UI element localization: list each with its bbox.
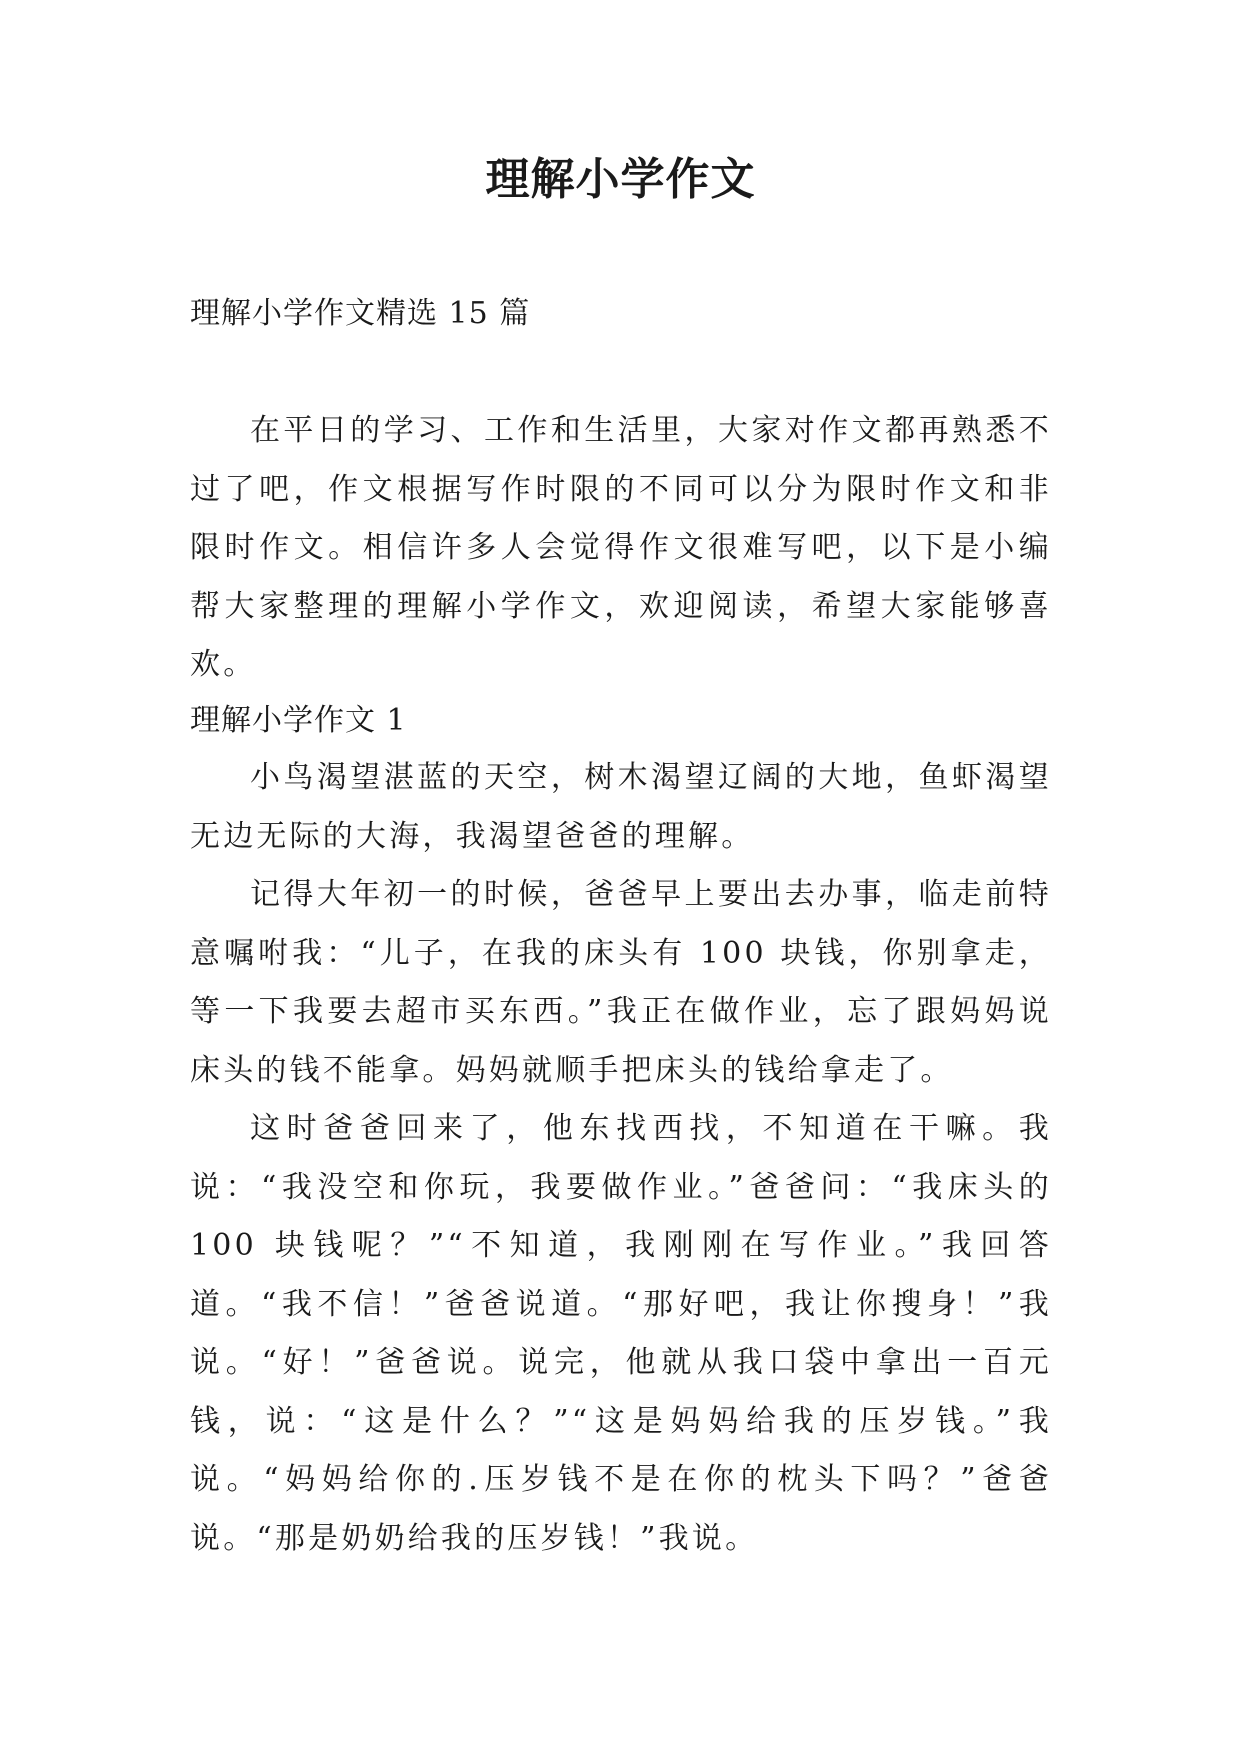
section-heading: 理解小学作文 1	[190, 703, 407, 738]
document-title: 理解小学作文	[485, 154, 756, 205]
body-paragraph-3: 这时爸爸回来了，他东找西找，不知道在干嘛。我说：“我没空和你玩，我要做作业。”爸爸问：“我床头的 100 块钱呢？”“不知道，我刚刚在写作业。”我回答道。“我不信！”爸爸说道。“那好吧，我让你搜身！”我说。“好！”爸爸说。说完，他就从我口袋中拿出一百元钱，说：“这是什么？”“这是妈妈给我的压岁钱。”我说。“妈妈给你的.压岁钱不是在你的枕头下吗？”爸爸说。“那是奶奶给我的压岁钱！”我说。	[190, 1111, 1052, 1556]
document-subtitle: 理解小学作文精选 15 篇	[190, 296, 531, 331]
body-paragraph-2: 记得大年初一的时候，爸爸早上要出去办事，临走前特意嘱咐我：“儿子，在我的床头有 100 块钱，你别拿走，等一下我要去超市买东西。”我正在做作业，忘了跟妈妈说床头的钱不能拿。妈妈就顺手把床头的钱给拿走了。	[190, 877, 1052, 1088]
intro-paragraph: 在平日的学习、工作和生活里，大家对作文都再熟悉不过了吧，作文根据写作时限的不同可以分为限时作文和非限时作文。相信许多人会觉得作文很难写吧，以下是小编帮大家整理的理解小学作文，欢迎阅读，希望大家能够喜欢。	[190, 413, 1052, 682]
body-paragraph-1: 小鸟渴望湛蓝的天空，树木渴望辽阔的大地，鱼虾渴望无边无际的大海，我渴望爸爸的理解。	[190, 760, 1052, 854]
